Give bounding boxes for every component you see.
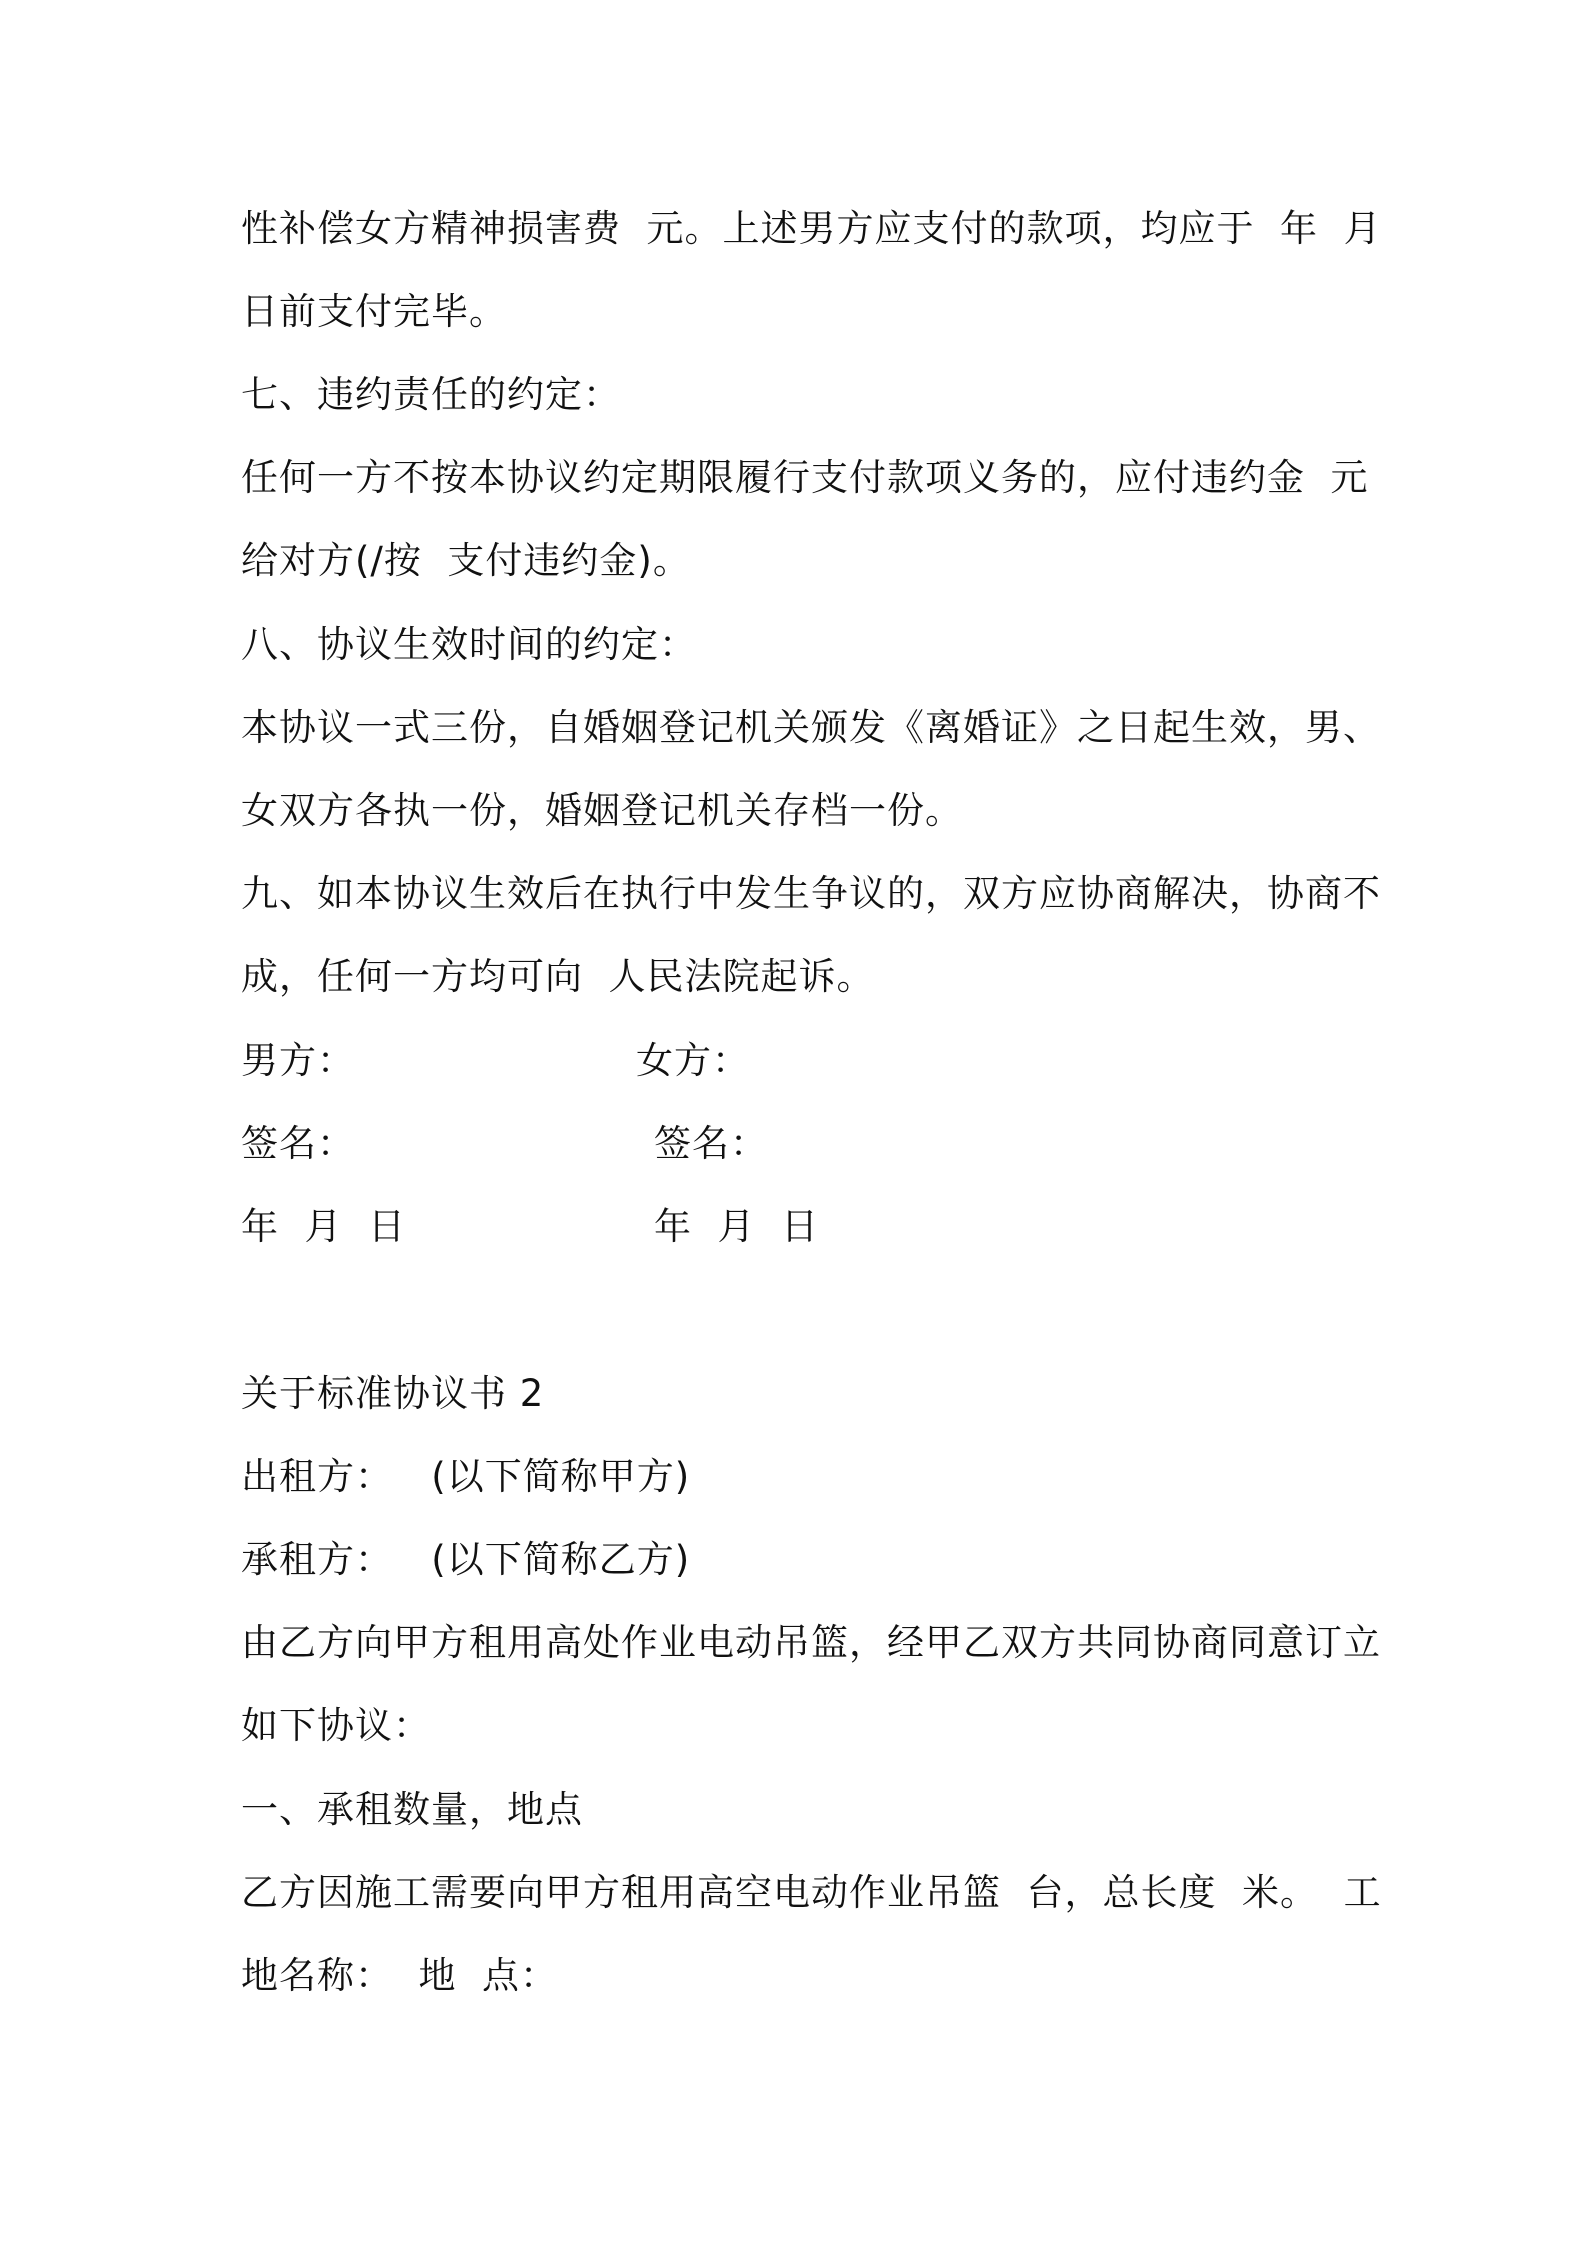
paragraph-line: 本协议一式三份，自婚姻登记机关颁发《离婚证》之日起生效，男、 xyxy=(241,706,1381,749)
paragraph-line: 日前支付完毕。 xyxy=(241,290,507,333)
paragraph-line: 如下协议： xyxy=(241,1704,431,1747)
signature-label-left: 签名： xyxy=(241,1122,355,1165)
paragraph-line: 任何一方不按本协议约定期限履行支付款项义务的，应付违约金 元 xyxy=(241,456,1369,499)
female-party-label: 女方： xyxy=(636,1039,750,1082)
date-left: 年 月 日 xyxy=(241,1205,407,1248)
paragraph-line: 性补偿女方精神损害费 元。上述男方应支付的款项，均应于 年 月 xyxy=(241,207,1382,250)
date-right: 年 月 日 xyxy=(654,1205,820,1248)
lessee-line: 承租方： (以下简称乙方) xyxy=(241,1538,691,1581)
paragraph-line: 女双方各执一份，婚姻登记机关存档一份。 xyxy=(241,789,963,832)
document-title: 关于标准协议书 2 xyxy=(241,1372,545,1415)
paragraph-line: 地名称： 地 点： xyxy=(241,1954,559,1997)
section-heading-9: 九、如本协议生效后在执行中发生争议的，双方应协商解决，协商不 xyxy=(241,872,1381,915)
lessor-line: 出租方： (以下简称甲方) xyxy=(241,1455,691,1498)
section-heading-8: 八、协议生效时间的约定： xyxy=(241,623,697,666)
paragraph-line: 给对方(/按 支付违约金)。 xyxy=(241,539,691,582)
signature-label-right: 签名： xyxy=(654,1122,768,1165)
section-heading-1: 一、承租数量，地点 xyxy=(241,1788,583,1831)
paragraph-line: 由乙方向甲方租用高处作业电动吊篮，经甲乙双方共同协商同意订立 xyxy=(241,1621,1381,1664)
male-party-label: 男方： xyxy=(241,1039,355,1082)
paragraph-line: 乙方因施工需要向甲方租用高空电动作业吊篮 台，总长度 米。 工 xyxy=(241,1871,1382,1914)
paragraph-line: 成，任何一方均可向 人民法院起诉。 xyxy=(241,955,875,998)
section-heading-7: 七、违约责任的约定： xyxy=(241,373,621,416)
